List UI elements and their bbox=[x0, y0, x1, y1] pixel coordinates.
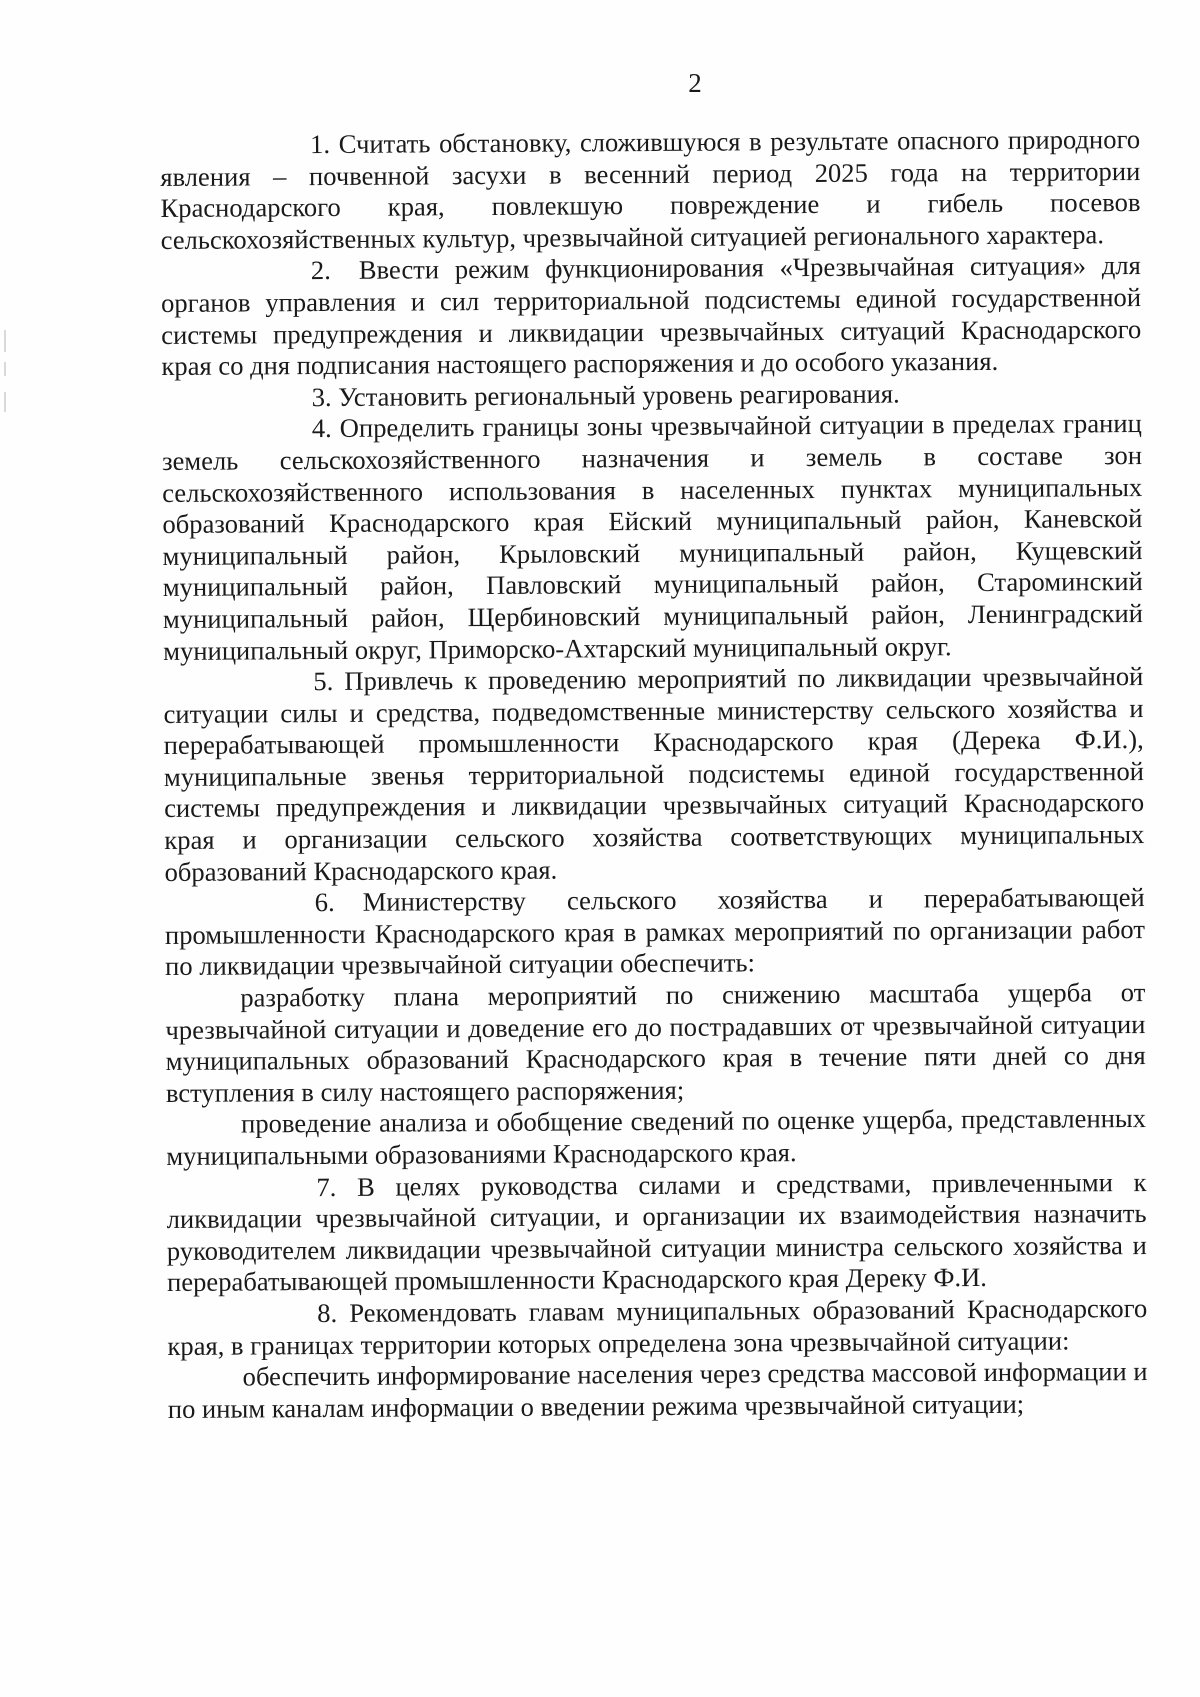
scan-artifact bbox=[4, 330, 6, 352]
paragraph-6-item-2 bbox=[166, 1103, 1146, 1172]
paragraph-text: Установить региональный уровень реагирования. bbox=[338, 378, 900, 412]
paragraph-2 bbox=[161, 250, 1142, 382]
paragraph-text: Считать обстановку, сложившуюся в результате опасного природного явления – почвенной засухи в весенний период 2025 года на территории Краснодарского края, повлекшую повреждение и гибель посевов сельскохозяйственных культур, чрезвычайной ситуацией регионального характера. bbox=[160, 124, 1141, 255]
paragraph-number: 2. bbox=[310, 255, 331, 286]
paragraph-text: Министерству сельского хозяйства и перерабатывающей промышленности Краснодарского края в рамках мероприятий по организации работ по ликвидации чрезвычайной ситуации обеспечить: bbox=[164, 882, 1145, 982]
paragraph-text: Рекомендовать главам муниципальных образований Краснодарского края, в границах территории которых определена зона чрезвычайной ситуации: bbox=[167, 1292, 1148, 1361]
paragraph-1 bbox=[160, 124, 1141, 256]
paragraph-number: 3. bbox=[311, 381, 332, 412]
paragraph-text: Привлечь к проведению мероприятий по ликвидации чрезвычайной ситуации силы и средства, подведомственные министерству сельского хозяйства и перерабатывающей промышленности Краснодарского края (Дерека Ф.И.), муниципальные звенья территориальной подсистемы единой государственной системы предупреждения и ликвидации чрезвычайных ситуаций Краснодарского края и организации сельского хозяйства соответствующих муниципальных образований Краснодарского края. bbox=[163, 661, 1145, 887]
paragraph-4 bbox=[162, 408, 1144, 667]
paragraph-7 bbox=[166, 1167, 1147, 1299]
page-number: 2 bbox=[688, 68, 702, 98]
scan-artifact bbox=[4, 362, 6, 376]
paragraph-6-item-1 bbox=[165, 977, 1146, 1109]
paragraph-text: обеспечить информирование населения через средства массовой информации и по иным каналам информации о введении режима чрезвычайной ситуации; bbox=[167, 1356, 1148, 1424]
paragraph-number: 1. bbox=[309, 128, 331, 160]
scan-artifact bbox=[4, 392, 6, 412]
paragraph-8-item-1 bbox=[168, 1356, 1148, 1425]
paragraph-6 bbox=[165, 882, 1146, 983]
decree-body bbox=[160, 124, 1148, 1425]
paragraph-number: 4. bbox=[311, 413, 332, 444]
paragraph-5 bbox=[163, 661, 1144, 888]
paragraph-text: Определить границы зоны чрезвычайной ситуации в пределах границ земель сельскохозяйственного назначения и земель в составе зон сельскохозяйственного использования в населенных пунктах муниципальных образований Краснодарского края Ейский муниципальный район, Каневской муниципальный район, Крыловский муниципальный район, Кущевский муниципальный район, Павловский муниципальный район, Староминский муниципальный район, Щербиновский муниципальный район, Ленинградский муниципальный округ, Приморско-Ахтарский муниципальный округ. bbox=[161, 408, 1144, 666]
paragraph-number: 7. bbox=[316, 1171, 337, 1202]
paragraph-number: 5. bbox=[313, 666, 334, 697]
paragraph-text: Ввести режим функционирования «Чрезвычайная ситуация» для органов управления и сил территориальной подсистемы единой государственной системы предупреждения и ликвидации чрезвычайных ситуаций Краснодарского края со дня подписания настоящего распоряжения и до особого указания. bbox=[160, 250, 1142, 382]
paragraph-text: В целях руководства силами и средствами, привлеченными к ликвидации чрезвычайной ситуации, и организации их взаимодействия назначить руководителем ликвидации чрезвычайной ситуации министра сельского хозяйства и перерабатывающей промышленности Краснодарского края Дереку Ф.И. bbox=[166, 1166, 1147, 1298]
paragraph-text: проведение анализа и обобщение сведений по оценке ущерба, представленных муниципальными образованиями Краснодарского края. bbox=[166, 1103, 1147, 1171]
paragraph-text: разработку плана мероприятий по снижению масштаба ущерба от чрезвычайной ситуации и доведение его до пострадавших от чрезвычайной ситуации муниципальных образований Краснодарского края в течение пяти дней со дня вступления в силу настоящего распоряжения; bbox=[165, 977, 1146, 1108]
paragraph-number: 6. bbox=[314, 887, 335, 918]
paragraph-number: 8. bbox=[317, 1297, 338, 1329]
paragraph-8 bbox=[167, 1293, 1147, 1362]
